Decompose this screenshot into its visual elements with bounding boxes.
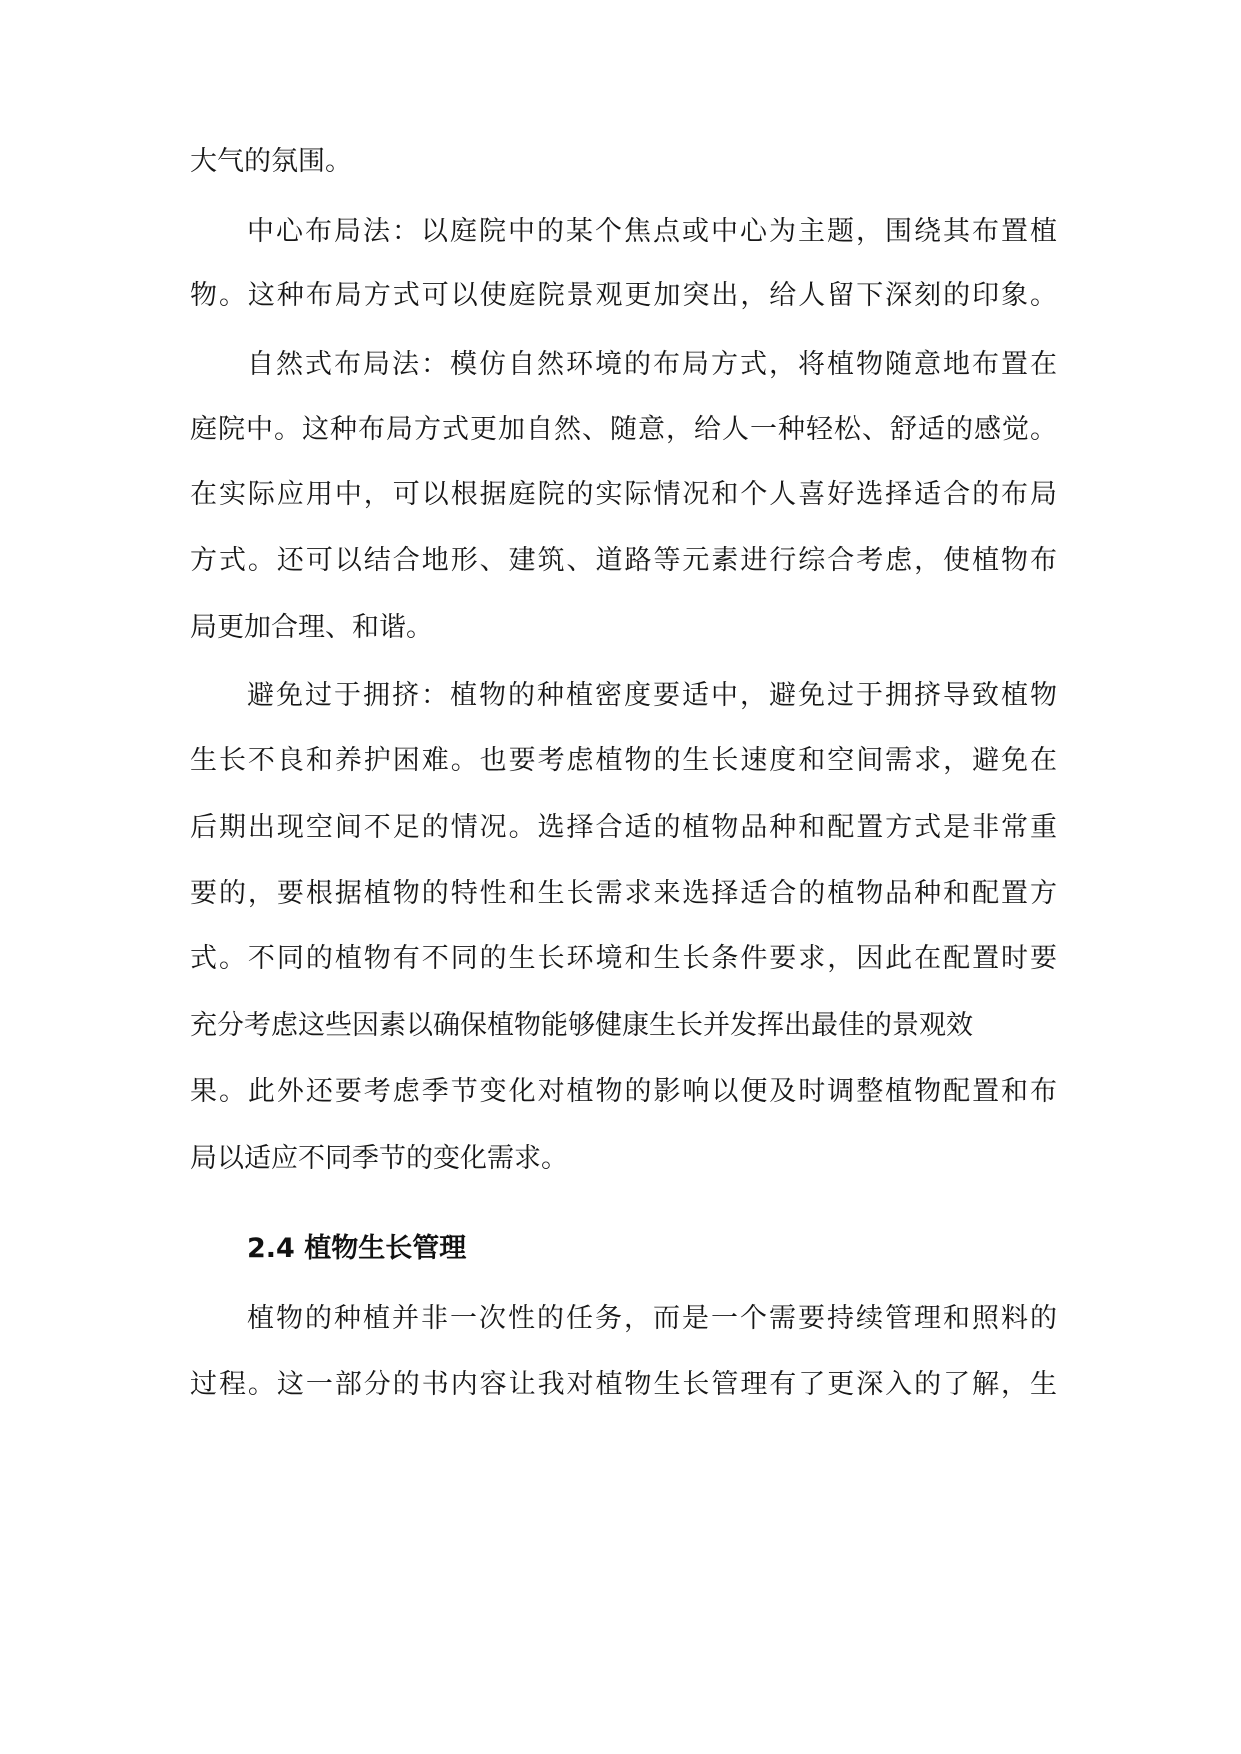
text-line: 方式。还可以结合地形、建筑、道路等元素进行综合考虑，使植物布 bbox=[190, 545, 1057, 576]
text-line: 局以适应不同季节的变化需求。 bbox=[190, 1143, 568, 1174]
text-line: 植物的种植并非一次性的任务，而是一个需要持续管理和照料的 bbox=[247, 1303, 1057, 1334]
text-line: 果。此外还要考虑季节变化对植物的影响以便及时调整植物配置和布 bbox=[190, 1076, 1057, 1107]
text-line: 中心布局法：以庭院中的某个焦点或中心为主题，围绕其布置植 bbox=[247, 216, 1057, 247]
text-line: 自然式布局法：模仿自然环境的布局方式，将植物随意地布置在 bbox=[247, 349, 1057, 380]
text-line: 式。不同的植物有不同的生长环境和生长条件要求，因此在配置时要 bbox=[190, 943, 1057, 974]
text-line: 过程。这一部分的书内容让我对植物生长管理有了更深入的了解，生 bbox=[190, 1369, 1057, 1400]
text-line: 避免过于拥挤：植物的种植密度要适中，避免过于拥挤导致植物 bbox=[247, 680, 1057, 711]
text-line: 局更加合理、和谐。 bbox=[190, 612, 433, 643]
text-line: 要的，要根据植物的特性和生长需求来选择适合的植物品种和配置方 bbox=[190, 878, 1057, 909]
section-heading: 2.4 植物生长管理 bbox=[247, 1233, 467, 1264]
text-line: 大气的氛围。 bbox=[190, 146, 352, 177]
text-line: 充分考虑这些因素以确保植物能够健康生长并发挥出最佳的景观效 bbox=[190, 1010, 973, 1041]
text-line: 在实际应用中，可以根据庭院的实际情况和个人喜好选择适合的布局 bbox=[190, 479, 1057, 510]
text-line: 物。这种布局方式可以使庭院景观更加突出，给人留下深刻的印象。 bbox=[190, 280, 1057, 311]
text-line: 庭院中。这种布局方式更加自然、随意，给人一种轻松、舒适的感觉。 bbox=[190, 414, 1057, 445]
text-line: 生长不良和养护困难。也要考虑植物的生长速度和空间需求，避免在 bbox=[190, 745, 1057, 776]
text-line: 后期出现空间不足的情况。选择合适的植物品种和配置方式是非常重 bbox=[190, 812, 1057, 843]
